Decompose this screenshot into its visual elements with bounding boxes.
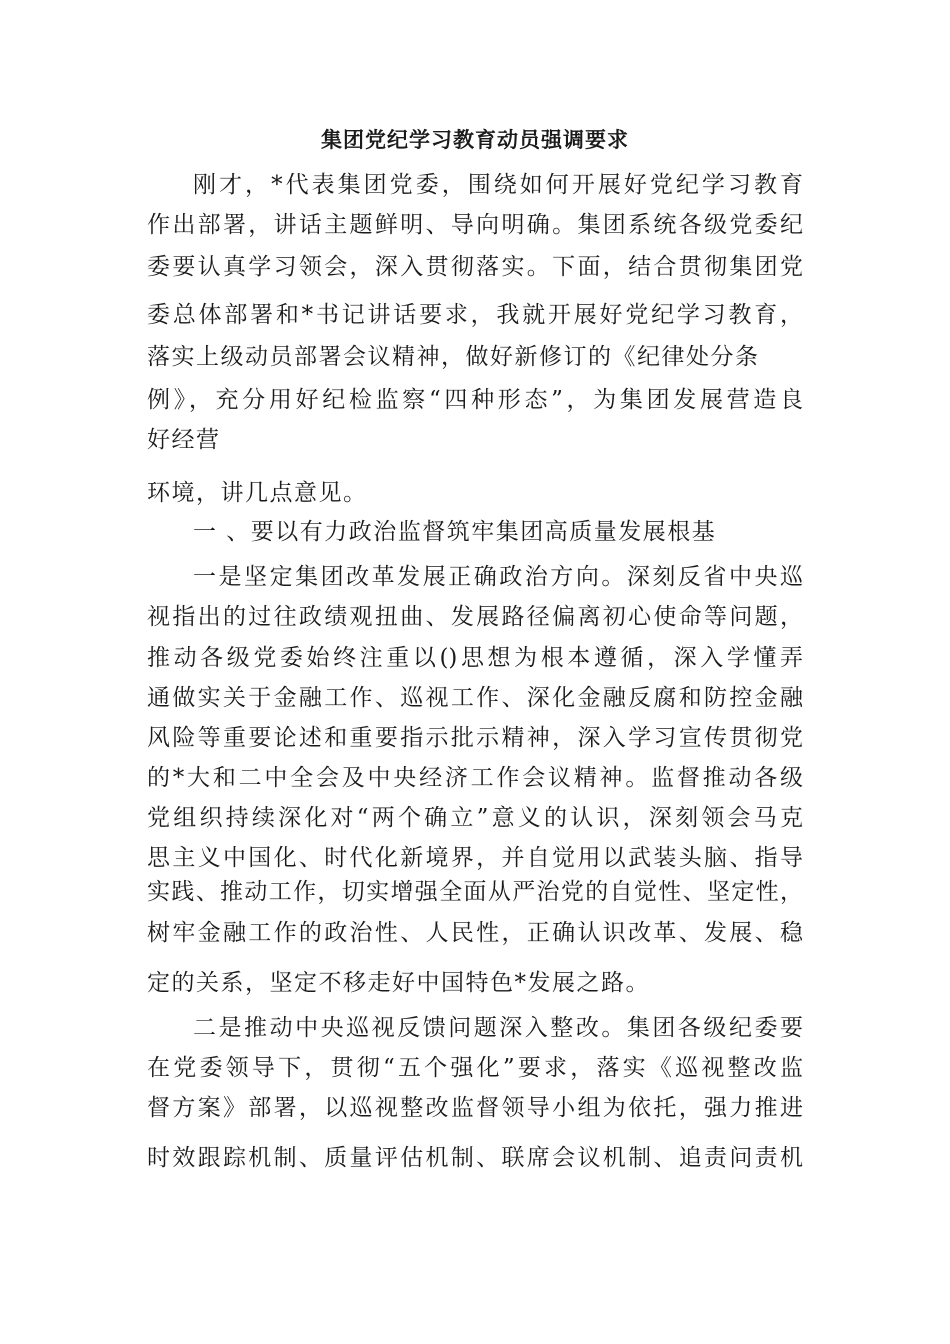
text-line: 党组织持续深化对“两个确立”意义的认识，深刻领会马克: [147, 805, 803, 831]
text-line: 视指出的过往政绩观扭曲、发展路径偏离初心使命等问题，: [147, 604, 803, 630]
text-line: 一是坚定集团改革发展正确政治方向。深刻反省中央巡: [193, 564, 803, 590]
text-line: 作出部署，讲话主题鲜明、导向明确。集团系统各级党委纪: [147, 212, 803, 238]
text-line: 推动各级党委始终注重以()思想为根本遵循，深入学懂弄: [147, 645, 803, 671]
text-line: 时效跟踪机制、质量评估机制、联席会议机制、追责问责机: [147, 1145, 803, 1171]
text-line: 通做实关于金融工作、巡视工作、深化金融反腐和防控金融: [147, 685, 803, 711]
text-line: 的*大和二中全会及中央经济工作会议精神。监督推动各级: [147, 765, 803, 791]
document-title: 集团党纪学习教育动员强调要求: [321, 127, 629, 152]
text-line: 委要认真学习领会，深入贯彻落实。下面，结合贯彻集团党: [147, 254, 803, 280]
text-line: 定的关系，坚定不移走好中国特色*发展之路。: [147, 970, 650, 996]
text-line: 实践、推动工作，切实增强全面从严治党的自觉性、坚定性，: [147, 879, 803, 905]
text-line: 督方案》部署，以巡视整改监督领导小组为依托，强力推进: [147, 1095, 803, 1121]
text-line: 落实上级动员部署会议精神，做好新修订的《纪律处分条: [147, 344, 760, 370]
text-line: 好经营: [147, 427, 221, 453]
text-line: 刚才，*代表集团党委，围绕如何开展好党纪学习教育: [193, 172, 803, 198]
text-line: 树牢金融工作的政治性、人民性，正确认识改革、发展、稳: [147, 920, 803, 946]
text-line: 委总体部署和*书记讲话要求，我就开展好党纪学习教育，: [147, 302, 803, 328]
section-heading: 一 、要以有力政治监督筑牢集团高质量发展根基: [193, 519, 717, 545]
text-line: 思主义中国化、时代化新境界，并自觉用以武装头脑、指导: [147, 845, 803, 871]
text-line: 二是推动中央巡视反馈问题深入整改。集团各级纪委要: [193, 1015, 803, 1041]
text-line: 例》，充分用好纪检监察“四种形态”，为集团发展营造良: [147, 387, 803, 413]
text-line: 环境，讲几点意见。: [147, 480, 368, 506]
text-line: 在党委领导下，贯彻“五个强化”要求，落实《巡视整改监: [147, 1055, 803, 1081]
text-line: 风险等重要论述和重要指示批示精神，深入学习宣传贯彻党: [147, 725, 803, 751]
